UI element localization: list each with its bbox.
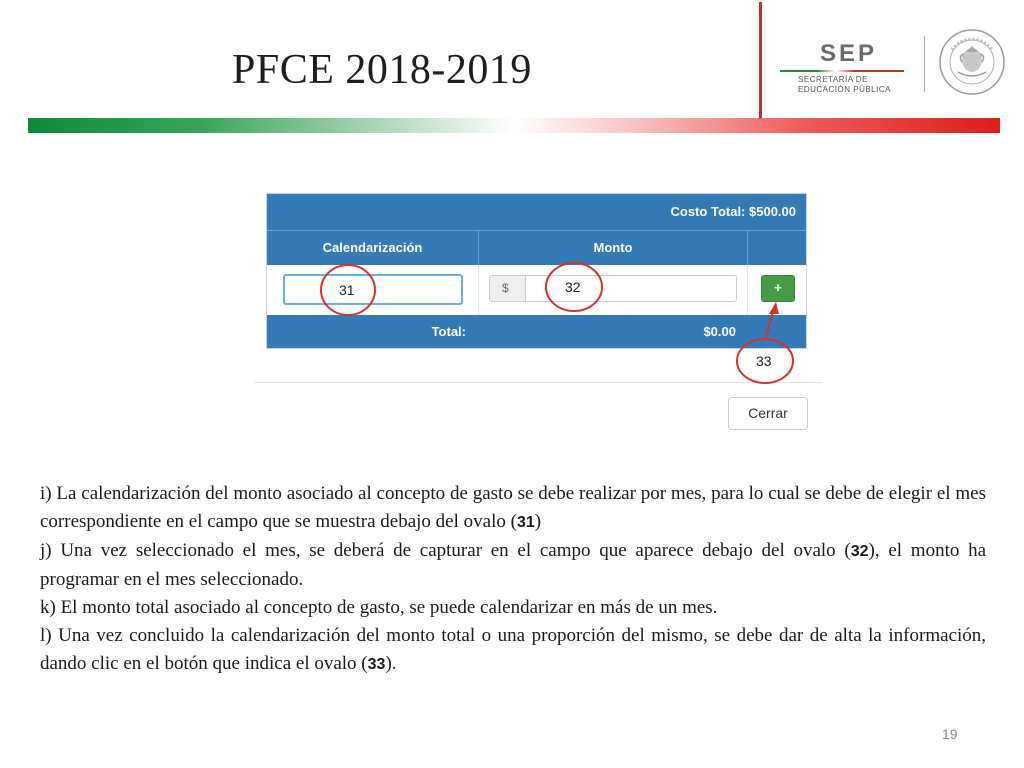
ref-31: 31 — [516, 514, 535, 531]
national-seal-icon — [938, 28, 1006, 96]
calendar-panel — [266, 193, 807, 349]
amount-input[interactable] — [525, 275, 737, 302]
total-value: $0.00 — [703, 324, 736, 339]
month-select-input[interactable] — [283, 274, 463, 305]
total-row — [267, 315, 806, 348]
annotation-label-33: 33 — [756, 353, 772, 369]
annotation-label-32: 32 — [565, 279, 581, 295]
cell-divider — [478, 265, 479, 315]
instruction-j: j) Una vez seleccionado el mes, se deberá de capturar en el campo que aparece debajo del ovalo (32), el monto ha programar en el mes seleccionado. — [40, 540, 987, 590]
panel-header — [267, 194, 806, 230]
sep-logo-subtitle-1: SECRETARÍA DE — [798, 75, 868, 84]
total-label: Total: — [431, 324, 466, 339]
add-button[interactable]: + — [761, 275, 795, 302]
ref-33: 33 — [367, 656, 386, 673]
instructions-text — [40, 480, 986, 679]
sep-logo-name: SEP — [820, 40, 878, 67]
column-header-monto: Monto — [593, 240, 633, 255]
sep-logo-stripe — [780, 70, 904, 72]
sep-logo — [778, 40, 908, 100]
instruction-i: i) La calendarización del monto asociado al concepto de gasto se debe realizar por mes, para lo cual se debe de elegir el mes correspondiente en el campo que se muestra debajo del ovalo (31) — [40, 483, 986, 532]
modal-footer-divider — [254, 382, 822, 383]
page-number: 19 — [942, 726, 958, 742]
instruction-l: l) Una vez concluido la calendarización del monto total o una proporción del mismo, se debe dar de alta la información, dando clic en el botón que indica el ovalo (33). — [40, 625, 986, 674]
close-button[interactable]: Cerrar — [728, 397, 808, 430]
column-header-calendarizacion: Calendarización — [322, 240, 423, 255]
slide-title: PFCE 2018-2019 — [232, 47, 532, 93]
instruction-k: k) El monto total asociado al concepto de gasto, se puede calendarizar en más de un mes. — [40, 597, 718, 618]
sep-logo-subtitle-2: EDUCACIÓN PÚBLICA — [798, 85, 891, 94]
header-divider-line — [759, 2, 762, 118]
tricolor-band — [28, 118, 1000, 133]
ref-32: 32 — [850, 543, 869, 560]
seal-divider — [924, 36, 925, 92]
cell-divider — [747, 265, 748, 315]
column-divider — [747, 231, 748, 265]
cost-total-label: Costo Total: $500.00 — [670, 204, 796, 219]
column-header-row — [267, 230, 806, 265]
currency-addon: $ — [489, 275, 525, 302]
annotation-label-31: 31 — [339, 282, 355, 298]
